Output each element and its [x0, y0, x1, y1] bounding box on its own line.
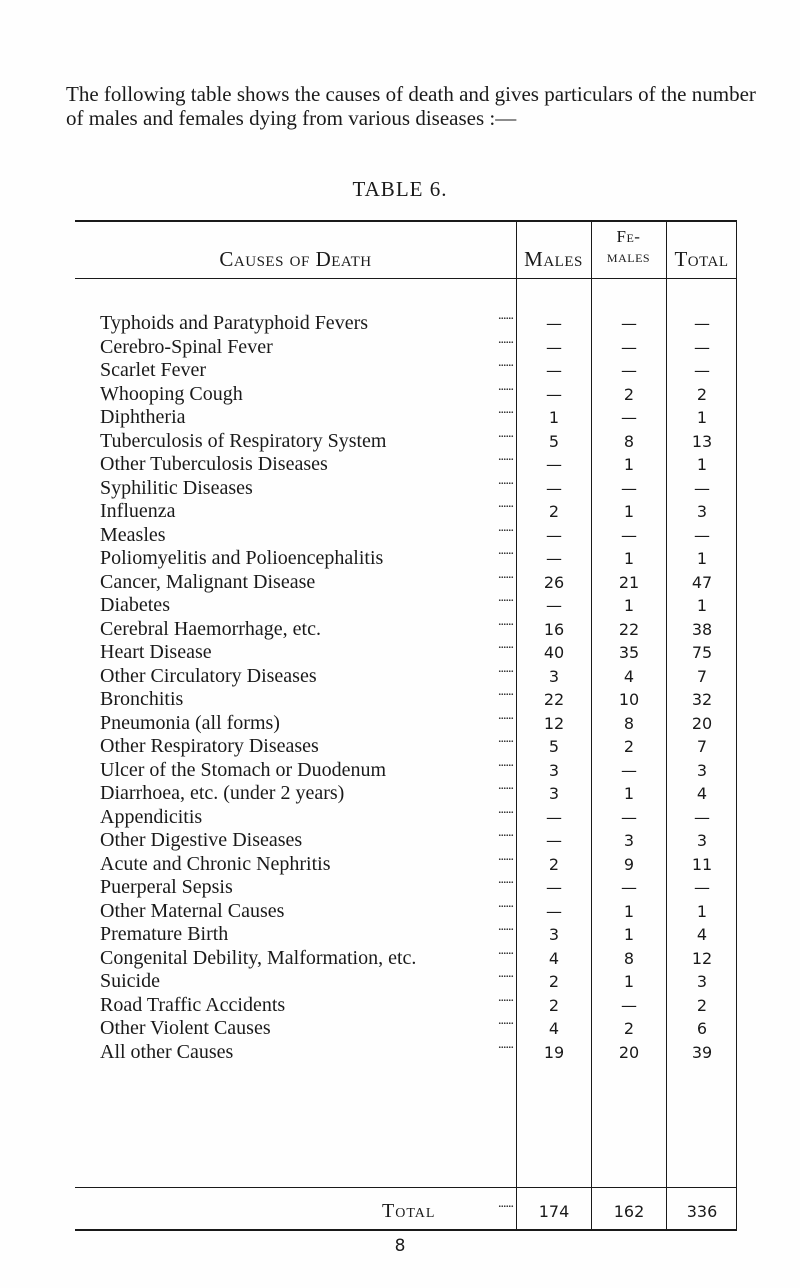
females-value: 8 [623, 431, 635, 451]
total-value: 3 [696, 760, 708, 780]
total-value: — [694, 878, 710, 897]
total-males: 174 [538, 1202, 570, 1221]
total-value: 2 [696, 995, 708, 1015]
table-row [75, 543, 737, 571]
leader-dots: ...... [498, 989, 513, 1005]
females-value: 4 [623, 666, 635, 686]
intro-paragraph: The following table shows the causes of death and gives particulars of the number of males and females dying from various diseases :— [66, 82, 756, 130]
cause-label: Other Maternal Causes [100, 899, 285, 922]
cause-label: Suicide [100, 970, 160, 992]
cause-label: Other Digestive Diseases [100, 829, 303, 851]
table-row [75, 731, 737, 759]
cause-label: Whooping Cough [100, 382, 243, 405]
total-value: 1 [696, 549, 708, 568]
males-value: 5 [548, 737, 560, 756]
header-females [591, 222, 666, 272]
cause-label: Influenza [100, 500, 176, 522]
table-row [75, 660, 737, 689]
leader-dots: ...... [498, 378, 513, 394]
cause-label: Puerperal Sepsis [100, 876, 233, 898]
males-value: 3 [548, 666, 560, 686]
header-females-top: Fe- [616, 227, 641, 246]
total-value: 13 [691, 431, 713, 451]
cause-label: Bronchitis [100, 688, 184, 710]
leader-dots: ...... [498, 543, 513, 558]
leader-dots: ...... [498, 425, 513, 441]
cause-label: Other Violent Causes [100, 1017, 271, 1039]
cause-label: Appendicitis [100, 805, 203, 828]
total-row [75, 1196, 737, 1224]
females-value: — [621, 408, 637, 427]
leader-dots: ...... [498, 496, 513, 511]
leader-dots: ...... [498, 895, 513, 911]
total-value: 12 [691, 948, 713, 968]
total-rule [75, 1187, 737, 1188]
total-value: — [694, 314, 710, 333]
leader-dots: ...... [498, 684, 513, 699]
table-row [75, 942, 737, 971]
males-value: — [546, 807, 562, 827]
leader-dots: ...... [498, 825, 513, 840]
total-value: 4 [696, 925, 708, 944]
leader-dots: ...... [498, 919, 513, 934]
females-value: 3 [623, 831, 635, 850]
males-value: 2 [548, 995, 560, 1015]
cause-label: Pneumonia (all forms) [100, 711, 280, 734]
cause-label: Acute and Chronic Nephritis [100, 852, 331, 875]
cause-label: Poliomyelitis and Polioencephalitis [100, 547, 384, 569]
total-value: — [694, 807, 710, 827]
females-value: — [621, 478, 637, 498]
leader-dots: ...... [498, 566, 513, 582]
total-all: 336 [686, 1202, 718, 1221]
females-value: — [621, 807, 637, 827]
total-leader: ...... [498, 1196, 513, 1211]
females-value: 1 [623, 596, 635, 615]
males-value: — [546, 549, 562, 568]
males-value: — [546, 901, 562, 921]
total-value: 3 [696, 972, 708, 991]
males-value: — [546, 831, 562, 850]
table-row [75, 402, 737, 430]
table-row [75, 472, 737, 501]
total-value: 75 [691, 643, 713, 662]
total-value: 38 [691, 619, 713, 639]
table-row [75, 425, 737, 454]
header-males: Males [524, 247, 583, 271]
females-value: 10 [618, 690, 640, 709]
females-value: 22 [618, 619, 640, 639]
causes-of-death-table [75, 220, 737, 1231]
table-row [75, 848, 737, 877]
leader-dots: ...... [498, 519, 513, 535]
males-value: 1 [548, 408, 560, 427]
total-value: 32 [691, 690, 713, 709]
males-value: 16 [543, 619, 565, 639]
table-row [75, 895, 737, 924]
cause-label: Other Circulatory Diseases [100, 664, 317, 687]
cause-label: Syphilitic Diseases [100, 476, 253, 499]
cause-label: Ulcer of the Stomach or Duodenum [100, 758, 387, 781]
females-value: 1 [623, 502, 635, 521]
males-value: — [546, 478, 562, 498]
males-value: 26 [543, 572, 565, 592]
males-value: 3 [548, 760, 560, 780]
females-value: — [621, 760, 637, 780]
table-row [75, 754, 737, 783]
table-row [75, 966, 737, 994]
header-total: Total [674, 247, 729, 271]
females-value: 8 [623, 948, 635, 968]
table-row [75, 378, 737, 407]
table-row [75, 519, 737, 548]
males-value: 4 [548, 1019, 560, 1038]
cause-label: Heart Disease [100, 641, 212, 663]
total-value: 7 [696, 737, 708, 756]
leader-dots: ...... [498, 966, 513, 981]
males-value: 19 [543, 1042, 565, 1062]
total-value: 2 [696, 384, 708, 404]
females-value: 35 [618, 643, 640, 662]
females-value: 20 [618, 1042, 640, 1062]
cause-label: Scarlet Fever [100, 359, 207, 381]
males-value: 22 [543, 690, 565, 709]
males-value: 12 [543, 713, 565, 733]
table-row [75, 308, 737, 336]
females-value: 1 [623, 972, 635, 991]
leader-dots: ...... [498, 707, 513, 723]
females-value: 9 [623, 854, 635, 874]
males-value: 2 [548, 972, 560, 991]
cause-label: Congenital Debility, Malformation, etc. [100, 946, 417, 969]
table-row [75, 801, 737, 830]
cause-label: Tuberculosis of Respiratory System [100, 429, 387, 452]
leader-dots: ...... [498, 778, 513, 793]
table-row [75, 637, 737, 665]
males-value: 5 [548, 431, 560, 451]
total-value: 11 [691, 854, 713, 874]
males-value: — [546, 361, 562, 380]
total-value: 4 [696, 784, 708, 803]
leader-dots: ...... [498, 355, 513, 370]
table-row [75, 449, 737, 477]
males-value: — [546, 455, 562, 474]
cause-label: All other Causes [100, 1040, 234, 1063]
cause-label: Diarrhoea, etc. (under 2 years) [100, 782, 345, 804]
males-value: — [546, 878, 562, 897]
total-value: 20 [691, 713, 713, 733]
cause-label: Other Tuberculosis Diseases [100, 453, 328, 475]
males-value: — [546, 525, 562, 545]
leader-dots: ...... [498, 637, 513, 652]
females-value: — [621, 525, 637, 545]
total-value: — [694, 525, 710, 545]
females-value: — [621, 361, 637, 380]
leader-dots: ...... [498, 1013, 513, 1028]
total-value: 7 [696, 666, 708, 686]
table-row [75, 590, 737, 618]
total-value: 3 [696, 831, 708, 850]
table-row [75, 707, 737, 736]
table-row [75, 496, 737, 524]
leader-dots: ...... [498, 731, 513, 746]
header-rule [75, 278, 737, 279]
total-label: Total [382, 1200, 436, 1222]
females-value: 2 [623, 737, 635, 756]
total-value: 3 [696, 502, 708, 521]
leader-dots: ...... [498, 590, 513, 605]
females-value: 1 [623, 784, 635, 803]
cause-label: Typhoids and Paratyphoid Fevers [100, 312, 369, 334]
table-row [75, 355, 737, 383]
table-row [75, 989, 737, 1018]
total-value: — [694, 361, 710, 380]
cause-label: Cancer, Malignant Disease [100, 570, 316, 593]
males-value: — [546, 314, 562, 333]
cause-label: Road Traffic Accidents [100, 993, 286, 1016]
header-causes: Causes of Death [219, 247, 372, 271]
cause-label: Diphtheria [100, 406, 186, 428]
table-row [75, 825, 737, 853]
table-row [75, 872, 737, 900]
total-value: 39 [691, 1042, 713, 1062]
leader-dots: ...... [498, 848, 513, 864]
males-value: 4 [548, 948, 560, 968]
leader-dots: ...... [498, 942, 513, 958]
females-value: 1 [623, 455, 635, 474]
males-value: — [546, 337, 562, 357]
table-row [75, 684, 737, 712]
table-row [75, 566, 737, 595]
females-value: 1 [623, 925, 635, 944]
leader-dots: ...... [498, 331, 513, 347]
total-value: 6 [696, 1019, 708, 1038]
total-value: 47 [691, 572, 713, 592]
females-value: 1 [623, 901, 635, 921]
males-value: — [546, 384, 562, 404]
females-value: — [621, 878, 637, 897]
leader-dots: ...... [498, 754, 513, 770]
cause-label: Cerebral Haemorrhage, etc. [100, 617, 321, 640]
males-value: 2 [548, 854, 560, 874]
page-number: 8 [394, 1236, 406, 1256]
females-value: 21 [618, 572, 640, 592]
leader-dots: ...... [498, 402, 513, 417]
table-row [75, 1036, 737, 1065]
leader-dots: ...... [498, 308, 513, 323]
total-value: 1 [696, 596, 708, 615]
females-value: 2 [623, 384, 635, 404]
males-value: 3 [548, 784, 560, 803]
males-value: 3 [548, 925, 560, 944]
cause-label: Diabetes [100, 594, 170, 616]
table-row [75, 613, 737, 642]
total-value: 1 [696, 455, 708, 474]
leader-dots: ...... [498, 472, 513, 488]
table-row [75, 778, 737, 806]
leader-dots: ...... [498, 449, 513, 464]
total-value: 1 [696, 408, 708, 427]
females-value: 1 [623, 549, 635, 568]
cause-label: Measles [100, 523, 166, 546]
table-body [75, 308, 737, 1064]
males-value: — [546, 596, 562, 615]
leader-dots: ...... [498, 1036, 513, 1052]
header-females-bottom: males [606, 247, 651, 266]
females-value: 8 [623, 713, 635, 733]
leader-dots: ...... [498, 872, 513, 887]
males-value: 40 [543, 643, 565, 662]
table-row [75, 1013, 737, 1041]
males-value: 2 [548, 502, 560, 521]
table-row [75, 331, 737, 360]
cause-label: Premature Birth [100, 923, 229, 945]
total-value: — [694, 478, 710, 498]
cause-label: Other Respiratory Diseases [100, 735, 319, 757]
table-title: TABLE 6. [352, 177, 448, 201]
females-value: 2 [623, 1019, 635, 1038]
females-value: — [621, 337, 637, 357]
total-females: 162 [613, 1202, 645, 1221]
females-value: — [621, 314, 637, 333]
table-row [75, 919, 737, 947]
leader-dots: ...... [498, 801, 513, 817]
leader-dots: ...... [498, 660, 513, 676]
total-value: — [694, 337, 710, 357]
leader-dots: ...... [498, 613, 513, 629]
females-value: — [621, 995, 637, 1015]
total-value: 1 [696, 901, 708, 921]
cause-label: Cerebro-Spinal Fever [100, 335, 273, 358]
